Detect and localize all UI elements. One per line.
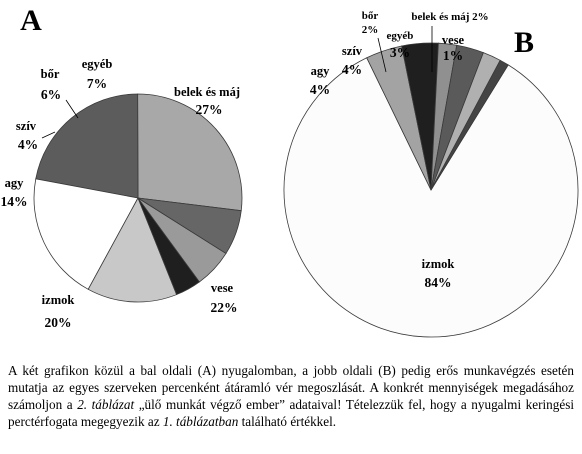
pie-b-value-vese: 1% <box>442 48 464 63</box>
caption-ref-table-2: 2. táblázat <box>77 397 135 412</box>
pie-a-value-egyeb: 7% <box>86 76 108 91</box>
pie-b-label-belek-es-maj: belek és máj 2% <box>411 11 489 23</box>
pie-a-label-belek-es-maj: belek és máj <box>174 85 240 99</box>
pie-b-label-egyeb: egyéb <box>386 30 414 42</box>
panel-letter-a: A <box>20 4 42 37</box>
pie-b-label-vese: vese <box>441 33 465 47</box>
pie-b-value-bor: 2% <box>361 24 379 36</box>
pie-a-label-izmok: izmok <box>41 293 75 307</box>
pie-b-label-izmok: izmok <box>421 257 455 271</box>
figure-caption <box>8 362 574 430</box>
pie-a-value-agy: 14% <box>0 194 28 209</box>
pie-a-label-vese: vese <box>210 281 234 295</box>
pie-a-label-agy: agy <box>4 176 24 190</box>
pie-a-value-sziv: 4% <box>17 137 39 152</box>
pie-a-value-belek-es-maj: 27% <box>195 102 223 117</box>
pie-a-value-vese: 22% <box>210 300 238 315</box>
pie-b-value-izmok: 84% <box>424 275 452 290</box>
pie-a-label-bor: bőr <box>40 67 60 81</box>
pie-b-value-egyeb: 3% <box>389 45 411 60</box>
pie-b-label-agy: agy <box>310 64 330 78</box>
caption-text-1: A két grafikon közül a bal oldali (A) nyugalomban, a jobb oldali (B) pedig erős munkavégzés esetén mutatja az egyes szerveken percenként átáramló vér megoszlását. A konkrét mennyiségek megadásához számoljon a <box>8 363 574 412</box>
caption-text-3: található értékkel. <box>238 414 337 429</box>
caption-text-2: „ülő munkát végző ember” adataival! Tételezzük fel, hogy a nyugalmi keringési perctérfogata megegyezik az <box>8 397 574 429</box>
pie-a-slice-belek-es-maj <box>138 94 242 211</box>
pie-a-value-izmok: 20% <box>44 315 72 330</box>
pie-b-label-sziv: szív <box>341 44 363 58</box>
pie-a-label-egyeb: egyéb <box>81 57 113 71</box>
pie-b-label-bor: bőr <box>361 10 379 22</box>
pie-a-value-bor: 6% <box>40 87 62 102</box>
pie-a-label-sziv: szív <box>15 119 37 133</box>
panel-letter-b: B <box>513 26 535 59</box>
caption-ref-table-1: 1. táblázatban <box>162 414 239 429</box>
pie-b-value-agy: 4% <box>309 82 331 97</box>
pie-a-leader-bor <box>66 100 78 118</box>
pie-chart-a <box>34 94 242 302</box>
pie-b-value-sziv: 4% <box>341 62 363 77</box>
